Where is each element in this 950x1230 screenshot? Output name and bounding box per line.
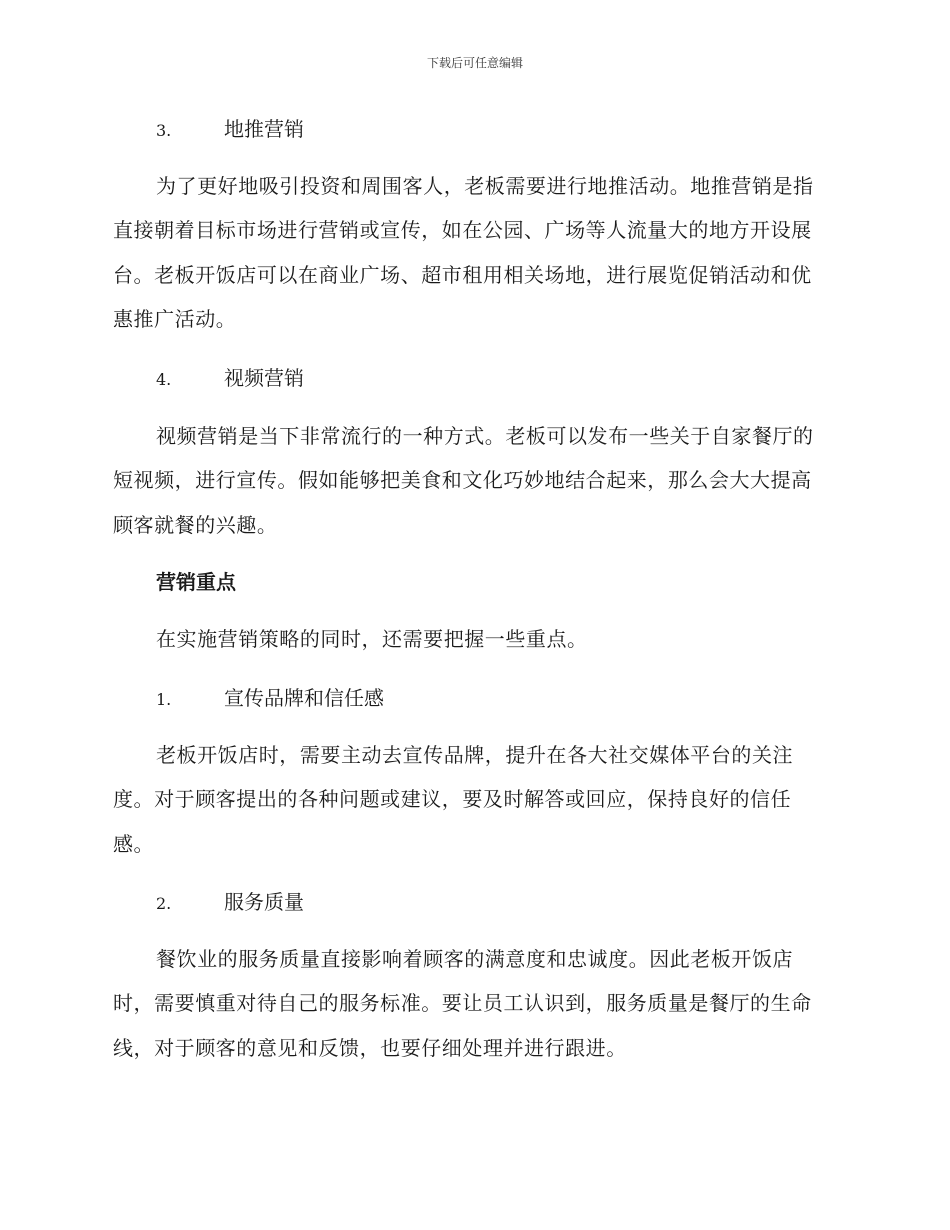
list-item-title: 服务质量: [224, 890, 304, 914]
section-heading: 营销重点: [156, 570, 236, 594]
list-item-heading: [156, 364, 304, 392]
list-item-heading: [156, 684, 384, 712]
list-item-title: 地推营销: [224, 117, 304, 141]
list-item-title: 视频营销: [224, 366, 304, 390]
paragraph: 为了更好地吸引投资和周围客人，老板需要进行地推活动。地推营销是指直接朝着目标市场进行营销或宣传，如在公园、广场等人流量大的地方开设展台。老板开饭店可以在商业广场、超市租用相关场地，进行展览促销活动和优惠推广活动。: [113, 174, 814, 331]
list-item-heading: [156, 888, 304, 916]
page-header: 下载后可任意编辑: [426, 56, 523, 70]
paragraph: 老板开饭店时，需要主动去宣传品牌，提升在各大社交媒体平台的关注度。对于顾客提出的各种问题或建议，要及时解答或回应，保持良好的信任感。: [113, 743, 794, 856]
list-item-title: 宣传品牌和信任感: [224, 686, 384, 710]
list-item-number: 1.: [156, 690, 172, 709]
list-item-number: 4.: [156, 370, 172, 389]
list-item-number: 2.: [156, 894, 172, 913]
paragraph: 视频营销是当下非常流行的一种方式。老板可以发布一些关于自家餐厅的短视频，进行宣传。假如能够把美食和文化巧妙地结合起来，那么会大大提高顾客就餐的兴趣。: [113, 424, 814, 537]
paragraph: 在实施营销策略的同时，还需要把握一些重点。: [156, 627, 588, 651]
list-item-heading: [156, 115, 304, 143]
list-item-number: 3.: [156, 121, 172, 140]
paragraph: 餐饮业的服务质量直接影响着顾客的满意度和忠诚度。因此老板开饭店时，需要慎重对待自己的服务标准。要让员工认识到，服务质量是餐厅的生命线，对于顾客的意见和反馈，也要仔细处理并进行跟进。: [113, 947, 812, 1060]
